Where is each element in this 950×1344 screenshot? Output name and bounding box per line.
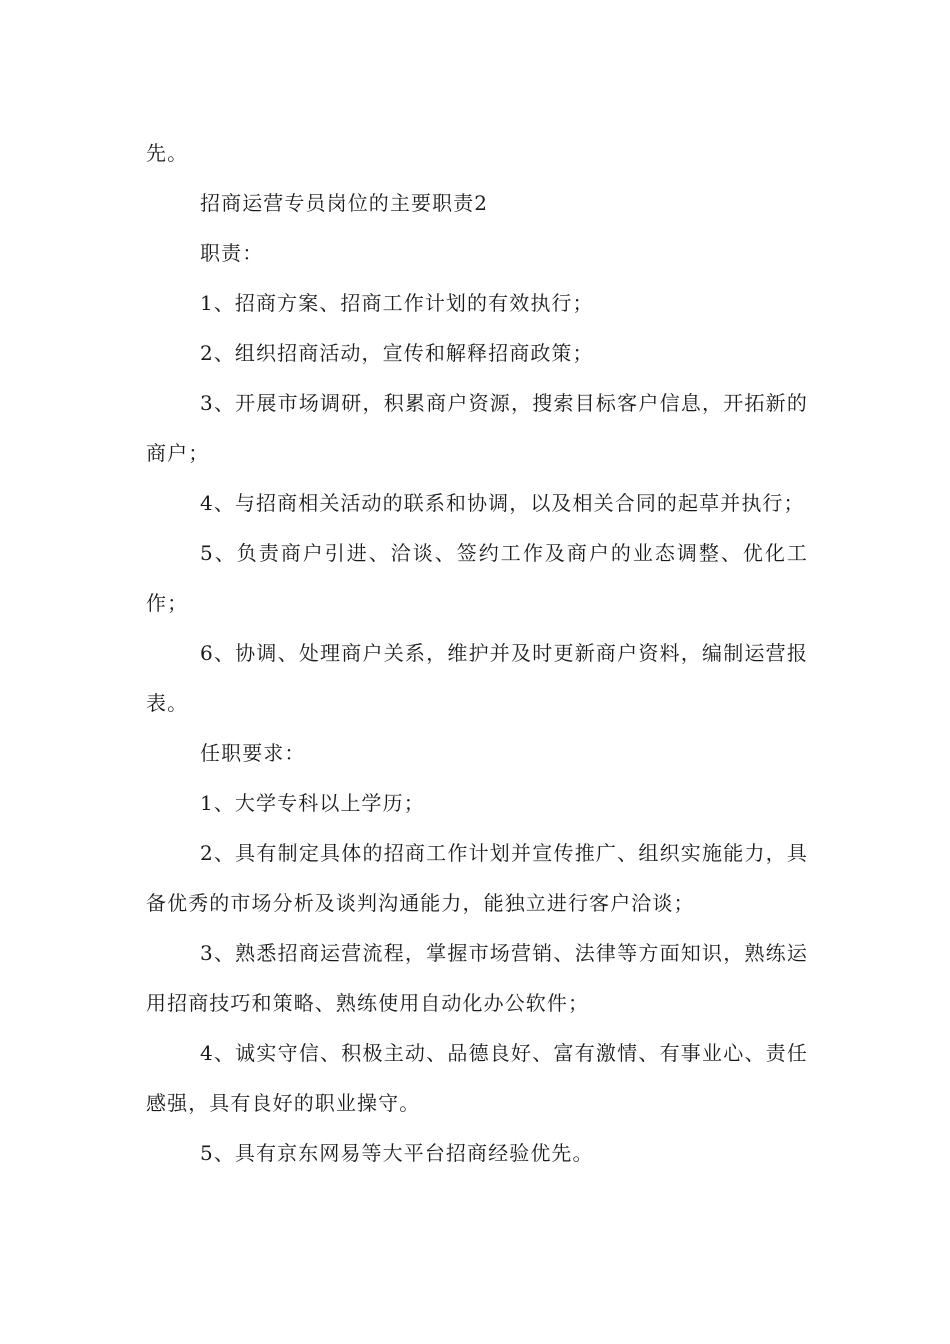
paragraph-continuation: 先。 bbox=[146, 141, 189, 165]
subheading-requirements: 任职要求： bbox=[200, 741, 306, 765]
requirement-item-1: 1、大学专科以上学历； bbox=[200, 791, 425, 815]
requirement-item-5: 5、具有京东网易等大平台招商经验优先。 bbox=[200, 1141, 594, 1165]
requirement-item-2: 2、具有制定具体的招商工作计划并宣传推广、组织实施能力，具备优秀的市场分析及谈判沟通能力，能独立进行客户洽谈； bbox=[146, 841, 808, 915]
duty-item-3: 3、开展市场调研，积累商户资源，搜索目标客户信息，开拓新的商户； bbox=[146, 391, 808, 465]
requirement-item-4: 4、诚实守信、积极主动、品德良好、富有激情、有事业心、责任感强，具有良好的职业操守。 bbox=[146, 1041, 808, 1115]
section-heading: 招商运营专员岗位的主要职责2 bbox=[200, 191, 489, 215]
duty-item-5: 5、负责商户引进、洽谈、签约工作及商户的业态调整、优化工作； bbox=[146, 541, 808, 615]
subheading-duties: 职责： bbox=[200, 241, 264, 265]
duty-item-6: 6、协调、处理商户关系，维护并及时更新商户资料，编制运营报表。 bbox=[146, 641, 808, 715]
duty-item-2: 2、组织招商活动，宣传和解释招商政策； bbox=[200, 341, 594, 365]
duty-item-4: 4、与招商相关活动的联系和协调，以及相关合同的起草并执行； bbox=[200, 491, 805, 515]
document-body bbox=[146, 128, 808, 1178]
requirement-item-3: 3、熟悉招商运营流程，掌握市场营销、法律等方面知识，熟练运用招商技巧和策略、熟练使用自动化办公软件； bbox=[146, 941, 808, 1015]
duty-item-1: 1、招商方案、招商工作计划的有效执行； bbox=[200, 291, 594, 315]
